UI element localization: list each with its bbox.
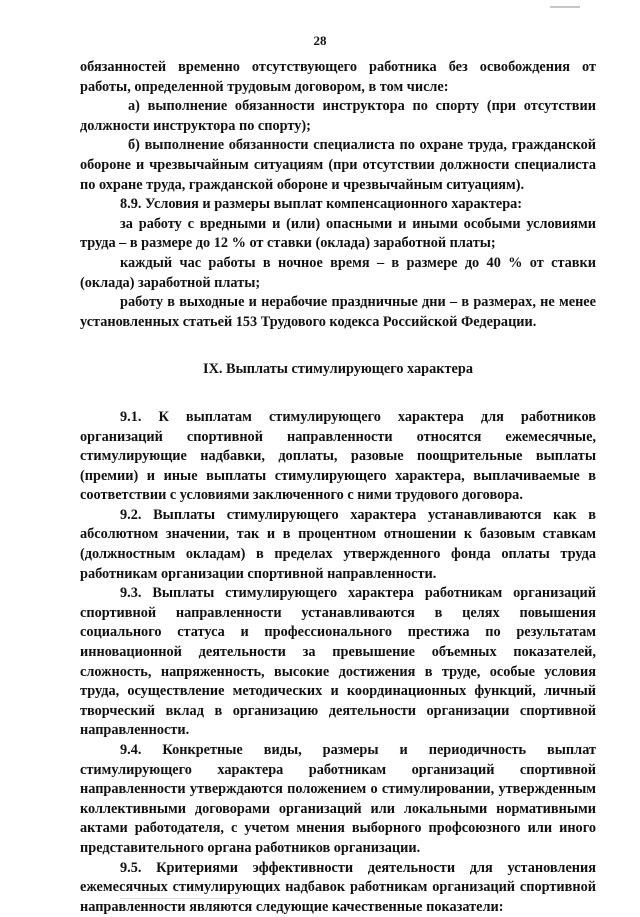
paragraph-9-1: 9.1. К выплатам стимулирующего характера для работников организаций спортивной направленности относятся ежемесячные, стимулирующие надбавки, доплаты, разовые поощрительные выплаты (премии) и иные выплаты стимулирующего характера, выплачиваемые в соответствии с условиями заключенного с ними трудового договора. <box>80 408 596 504</box>
paragraph-9-5: 9.5. Критериями эффективности деятельности для установления ежемесячных стимулирующих надбавок работникам организаций спортивной направленности являются следующие качественные показатели: <box>80 859 596 915</box>
paragraph-8-9: 8.9. Условия и размеры выплат компенсационного характера: <box>120 196 523 213</box>
scan-artifact <box>550 6 580 8</box>
paragraph-harmful-conditions: за работу с вредными и (или) опасными и иными особыми условиями труда – в размере до 12 % от ставки (оклада) заработной платы; <box>80 215 596 252</box>
scan-artifact-bottom <box>120 898 240 899</box>
paragraph-holiday-work: работу в выходные и нерабочие праздничные дни – в размерах, не менее установленных статьей 153 Трудового кодекса Российской Федерации. <box>80 294 596 330</box>
paragraph-item-a: а) выполнение обязанности инструктора по спорту (при отсутствии должности инструктора по спорту); <box>80 98 596 134</box>
paragraph-night-work: каждый час работы в ночное время – в размере до 40 % от ставки (оклада) заработной платы; <box>80 254 596 291</box>
paragraph-9-4: 9.4. Конкретные виды, размеры и периодичность выплат стимулирующего характера работникам организаций спортивной направленности утверждаются положением о стимулировании, утвержденным коллективными договорами организаций или локальными нормативными актами работодателя, с учетом мнения выборного профсоюзного или иного представительного органа работников организации. <box>80 742 596 856</box>
paragraph-continuation: обязанностей временно отсутствующего работника без освобождения от работы, определенной трудовым договором, в том числе: <box>80 59 596 95</box>
paragraph-item-b: б) выполнение обязанности специалиста по охране труда, гражданской обороне и чрезвычайным ситуациям (при отсутствии должности специалиста по охране труда, гражданской обороне и чрезвычайным ситуациям). <box>80 137 596 193</box>
section-heading: IX. Выплаты стимулирующего характера <box>203 361 473 378</box>
paragraph-9-2: 9.2. Выплаты стимулирующего характера устанавливаются как в абсолютном значении, так и в процентном отношении к базовым ставкам (должностным окладам) в пределах утвержденного фонда оплаты труда работникам организации спортивной направленности. <box>80 506 596 582</box>
document-body <box>80 58 596 917</box>
paragraph-9-3: 9.3. Выплаты стимулирующего характера работникам организаций спортивной направленности устанавливаются в целях повышения социального статуса и профессионального престижа по результатам инновационной деятельности за превышение объемных показателей, сложность, напряженность, высокие достижения в труде, особые условия труда, осуществление методических и координационных функций, личный творческий вклад в организацию деятельности организации спортивной направленности. <box>80 585 596 739</box>
page-number: 28 <box>313 33 327 48</box>
